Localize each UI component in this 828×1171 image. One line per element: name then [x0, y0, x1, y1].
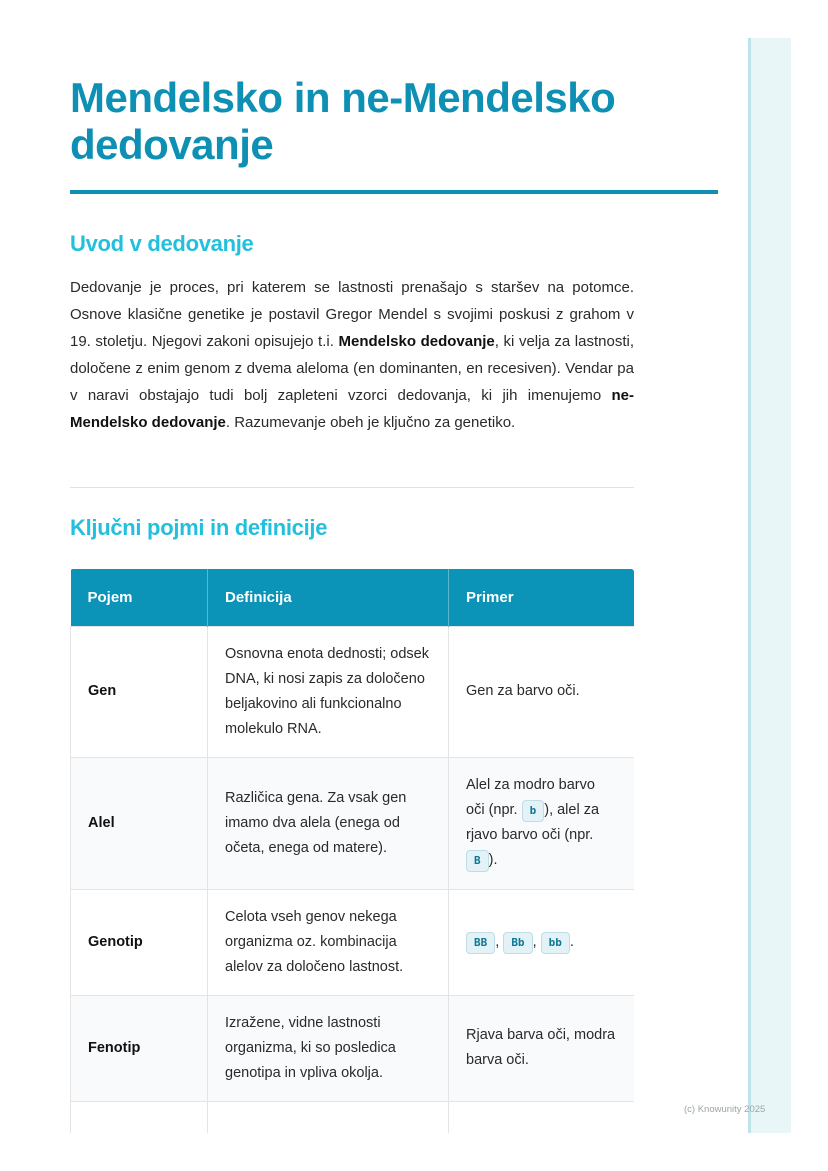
- separator: .: [569, 933, 574, 950]
- page-title: Mendelsko in ne-Mendelsko dedovanje: [70, 74, 616, 168]
- intro-text-3: . Razumevanje obeh je ključno za genetiko.: [225, 414, 516, 431]
- example-text: ), alel za rjavo barvo oči (npr.: [466, 802, 600, 843]
- section-heading-definitions: Ključni pojmi in definicije: [70, 515, 328, 540]
- allele-code: B: [466, 850, 489, 872]
- column-header-example: Primer: [449, 569, 635, 626]
- title-divider: [70, 190, 718, 194]
- cell-empty: [449, 1101, 635, 1133]
- cell-definition: Različica gena. Za vsak gen imamo dva alela (enega od očeta, enega od matere).: [208, 757, 449, 889]
- table-row: [71, 626, 635, 757]
- cell-empty: [208, 1101, 449, 1133]
- definitions-table-container: [70, 569, 634, 1133]
- genotype-code: BB: [466, 932, 495, 954]
- allele-code: b: [522, 800, 545, 822]
- table-header-row: [71, 569, 635, 626]
- intro-text-1: Dedovanje je proces, pri katerem se lastnosti prenašajo s staršev na potomce. Osnove klasične genetike je postavil Gregor Mendel s svojimi poskusi z grahom v 19. stoletju. Njegovi zakoni opisujejo t.i.: [70, 279, 634, 350]
- page-side-strip: [748, 38, 791, 1133]
- cell-example: Gen za barvo oči.: [449, 626, 635, 757]
- cell-definition: Celota vseh genov nekega organizma oz. kombinacija alelov za določeno lastnost.: [208, 889, 449, 995]
- separator: ,: [495, 933, 504, 950]
- genotype-code: Bb: [503, 932, 532, 954]
- table-row: [71, 757, 635, 889]
- example-text: ).: [488, 852, 498, 868]
- separator: ,: [532, 933, 541, 950]
- intro-text-2: , ki velja za lastnosti, določene z enim genom z dvema aleloma (en dominanten, en recesiven). Vendar pa v naravi obstajajo tudi bolj zapleteni vzorci dedovanja, ki jih imenujemo: [70, 333, 635, 404]
- copyright-footer: (c) Knowunity 2025: [684, 1104, 766, 1115]
- intro-paragraph: [70, 274, 634, 436]
- table-row: [71, 1101, 635, 1133]
- cell-example: [449, 757, 635, 889]
- cell-example: [449, 889, 635, 995]
- example-text: Alel za modro barvo oči (npr.: [466, 777, 595, 818]
- cell-term: Gen: [71, 626, 208, 757]
- intro-bold-mendelian: Mendelsko dedovanje: [338, 333, 495, 350]
- section-divider: [70, 487, 634, 488]
- cell-definition: Izražene, vidne lastnosti organizma, ki so posledica genotipa in vpliva okolja.: [208, 995, 449, 1101]
- table-row: [71, 889, 635, 995]
- cell-term: Fenotip: [71, 995, 208, 1101]
- cell-empty: [71, 1101, 208, 1133]
- genotype-code: bb: [541, 932, 570, 954]
- cell-example: Rjava barva oči, modra barva oči.: [449, 995, 635, 1101]
- table-row: [71, 995, 635, 1101]
- definitions-table: [70, 569, 634, 1133]
- section-heading-intro: Uvod v dedovanje: [70, 231, 254, 256]
- cell-definition: Osnovna enota dednosti; odsek DNA, ki nosi zapis za določeno beljakovino ali funkcionalno molekulo RNA.: [208, 626, 449, 757]
- column-header-term: Pojem: [71, 569, 208, 626]
- cell-term: Genotip: [71, 889, 208, 995]
- intro-bold-non-mendelian: ne-Mendelsko dedovanje: [70, 387, 634, 431]
- cell-term: Alel: [71, 757, 208, 889]
- column-header-definition: Definicija: [208, 569, 449, 626]
